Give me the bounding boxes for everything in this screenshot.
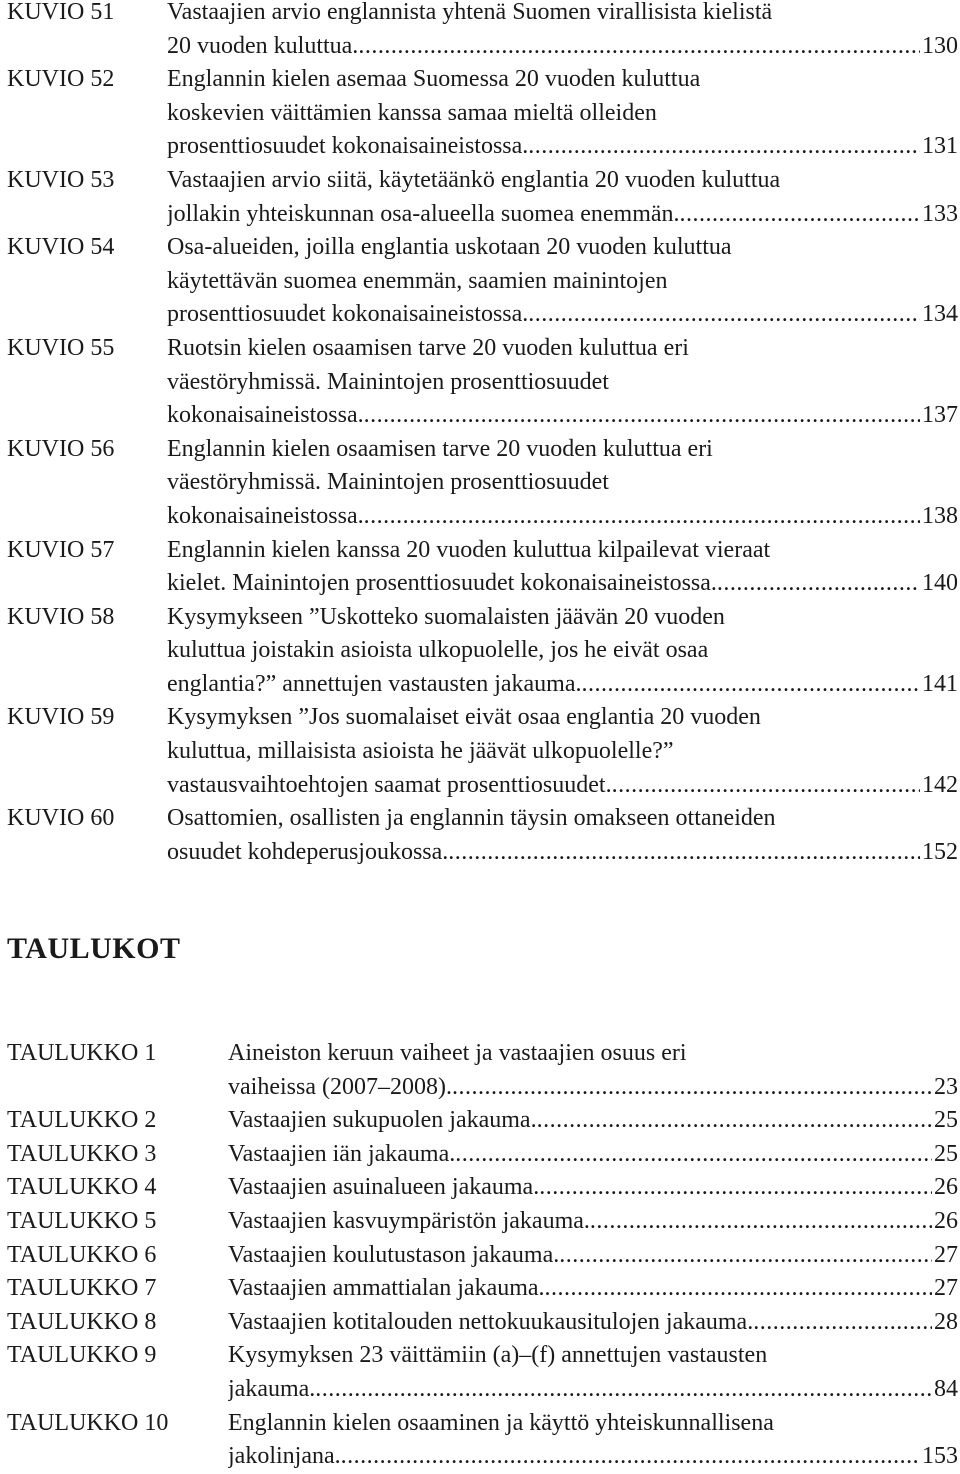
figure-entry-title-line: englantia?” annettujen vastausten jakauma.: [167, 670, 582, 697]
figure-entry-title-line: prosenttiosuudet kokonaisaineistossa.: [167, 133, 529, 160]
table-entry-page-number: 153: [922, 1443, 958, 1470]
figure-entry-title-line: Englannin kielen kanssa 20 vuoden kuluttua kilpailevat vieraat: [167, 536, 771, 563]
dot-leader: [452, 1071, 932, 1105]
figure-entry-title-line: Osattomien, osallisten ja englannin täysin omakseen ottaneiden: [167, 805, 776, 832]
table-entry-title: [228, 1205, 960, 1239]
table-entry-title-line: Kysymyksen 23 väittämiin (a)–(f) annettujen vastausten: [228, 1342, 768, 1369]
figure-entry-title-line: prosenttiosuudet kokonaisaineistossa.: [167, 301, 529, 328]
figure-entry-label: KUVIO 58: [7, 603, 115, 630]
table-entry-title: [228, 1171, 960, 1205]
dot-leader: [448, 836, 920, 870]
table-entry-label: TAULUKKO 2: [7, 1107, 157, 1134]
figure-entry-title-line: Kysymykseen ”Uskotteko suomalaisten jäävän 20 vuoden: [167, 603, 725, 630]
dot-leader: [717, 567, 920, 601]
table-entry-title: [228, 1104, 960, 1138]
table-entry-page-number: 28: [934, 1308, 958, 1335]
dot-leader: [528, 298, 920, 332]
figure-entry-page-number: 133: [922, 200, 958, 227]
table-entry[interactable]: [7, 1037, 960, 1104]
table-entry-page-number: 27: [934, 1241, 958, 1268]
figure-entry[interactable]: [7, 802, 960, 869]
figure-entry-title-line: koskevien väittämien kanssa samaa mieltä olleiden: [167, 99, 657, 126]
table-entry-label: TAULUKKO 4: [7, 1174, 157, 1201]
figure-entry-title-line: kuluttua joistakin asioista ulkopuolelle, jos he eivät osaa: [167, 637, 709, 664]
figure-entry-title: [167, 701, 960, 802]
figure-entry-title-line: Englannin kielen asemaa Suomessa 20 vuoden kuluttua: [167, 66, 701, 93]
table-entry-title-line: Vastaajien kasvuympäristön jakauma.: [228, 1207, 590, 1234]
table-entry-label: TAULUKKO 1: [7, 1040, 157, 1066]
figure-entry-page-number: 142: [922, 771, 958, 798]
figure-entry-label: KUVIO 53: [7, 166, 115, 193]
dot-leader: [545, 1272, 932, 1306]
figure-entry-title-line: kokonaisaineistossa.: [167, 402, 364, 429]
dot-leader: [612, 769, 920, 803]
table-entry-label: TAULUKKO 10: [7, 1409, 169, 1436]
figure-entry-title: [167, 534, 960, 601]
dot-leader: [582, 668, 921, 702]
dot-leader: [590, 1205, 932, 1239]
table-entry-title-line: Vastaajien iän jakauma.: [228, 1140, 456, 1167]
figure-entry-title-line: käytettävän suomea enemmän, saamien mainintojen: [167, 267, 668, 294]
table-entry-title-line: vaiheissa (2007–2008).: [228, 1073, 452, 1100]
figure-entry-title: [167, 231, 960, 332]
table-entry[interactable]: [7, 1205, 960, 1239]
dot-leader: [539, 1171, 932, 1205]
figure-entry-label: KUVIO 54: [7, 234, 115, 261]
table-entry-page-number: 23: [934, 1073, 958, 1100]
figure-entry-title: [167, 802, 960, 869]
table-entry-label: TAULUKKO 9: [7, 1342, 157, 1369]
figure-list: [7, 0, 960, 869]
figure-entry-title: [167, 63, 960, 164]
table-entry-label: TAULUKKO 5: [7, 1207, 157, 1234]
figure-entry-title-line: Kysymyksen ”Jos suomalaiset eivät osaa englantia 20 vuoden: [167, 704, 761, 731]
table-entry[interactable]: [7, 1239, 960, 1273]
table-entry-label: TAULUKKO 8: [7, 1308, 157, 1335]
figure-entry-title-line: väestöryhmissä. Mainintojen prosenttiosuudet: [167, 368, 609, 395]
figure-entry-title: [167, 601, 960, 702]
figure-entry-title-line: kuluttua, millaisista asioista he jäävät ulkopuolelle?”: [167, 738, 674, 765]
dot-leader: [680, 198, 920, 232]
table-entry-title: [228, 1239, 960, 1273]
figure-entry-label: KUVIO 51: [7, 0, 115, 25]
figure-entry-label: KUVIO 57: [7, 536, 115, 563]
dot-leader: [559, 1239, 932, 1273]
figure-entry[interactable]: [7, 332, 960, 433]
dot-leader: [528, 130, 920, 164]
dot-leader: [315, 1373, 932, 1407]
figure-entry-title: [167, 0, 960, 63]
figure-entry-page-number: 134: [922, 301, 958, 328]
table-entry-page-number: 25: [934, 1140, 958, 1167]
table-entry-title: [228, 1272, 960, 1306]
dot-leader: [455, 1138, 932, 1172]
table-entry-page-number: 26: [934, 1174, 958, 1201]
figure-entry-title-line: väestöryhmissä. Mainintojen prosenttiosuudet: [167, 469, 609, 496]
table-entry-title: [228, 1138, 960, 1172]
table-entry[interactable]: [7, 1171, 960, 1205]
figure-entry-page-number: 138: [922, 502, 958, 529]
table-entry-title-line: Vastaajien sukupuolen jakauma.: [228, 1107, 537, 1134]
table-entry-title-line: jakauma.: [228, 1375, 316, 1402]
figure-entry-label: KUVIO 59: [7, 704, 115, 731]
figure-entry-title-line: 20 vuoden kuluttua.: [167, 32, 359, 59]
dot-leader: [753, 1306, 932, 1340]
figure-entry-title-line: Vastaajien arvio englannista yhtenä Suomen virallisista kielistä: [167, 0, 773, 25]
figure-entry-title-line: jollakin yhteiskunnan osa-alueella suomea enemmän.: [167, 200, 680, 227]
figure-entry-title-line: kielet. Mainintojen prosenttiosuudet kokonaisaineistossa.: [167, 570, 717, 597]
table-entry-title-line: jakolinjana.: [228, 1443, 341, 1470]
dot-leader: [364, 399, 920, 433]
figure-entry-title-line: osuudet kohdeperusjoukossa.: [167, 838, 449, 865]
figure-entry-label: KUVIO 56: [7, 435, 115, 462]
figure-entry[interactable]: [7, 63, 960, 164]
table-entry[interactable]: [7, 1272, 960, 1306]
table-entry-page-number: 84: [934, 1375, 958, 1402]
table-entry[interactable]: [7, 1104, 960, 1138]
table-entry-title: [228, 1306, 960, 1340]
dot-leader: [364, 500, 920, 534]
figure-entry[interactable]: [7, 534, 960, 601]
figure-entry[interactable]: [7, 701, 960, 802]
figure-entry-title-line: Osa-alueiden, joilla englantia uskotaan 20 vuoden kuluttua: [167, 234, 732, 261]
table-entry-title-line: Englannin kielen osaaminen ja käyttö yhteiskunnallisena: [228, 1409, 774, 1436]
table-entry-title-line: Vastaajien koulutustason jakauma.: [228, 1241, 560, 1268]
table-entry-label: TAULUKKO 3: [7, 1140, 157, 1167]
table-entry-page-number: 26: [934, 1207, 958, 1234]
table-entry-title-line: Vastaajien ammattialan jakauma.: [228, 1275, 545, 1302]
figure-entry[interactable]: [7, 601, 960, 702]
figure-entry-title: [167, 332, 960, 433]
table-entry[interactable]: [7, 1407, 960, 1474]
figure-entry-page-number: 130: [922, 32, 958, 59]
figure-entry[interactable]: [7, 433, 960, 534]
table-entry-title-line: Vastaajien kotitalouden nettokuukausitulojen jakauma.: [228, 1308, 754, 1335]
figure-entry[interactable]: [7, 0, 960, 63]
table-entry[interactable]: [7, 1339, 960, 1406]
table-entry-title: [228, 1037, 960, 1104]
table-entry-page-number: 27: [934, 1275, 958, 1302]
dot-leader: [537, 1104, 932, 1138]
table-list: [7, 1037, 960, 1474]
figure-entry-page-number: 131: [922, 133, 958, 160]
figure-entry-title-line: vastausvaihtoehtojen saamat prosenttiosuudet.: [167, 771, 612, 798]
figure-entry-title-line: Ruotsin kielen osaamisen tarve 20 vuoden kuluttua eri: [167, 334, 689, 361]
figure-entry-title: [167, 433, 960, 534]
table-entry-title: [228, 1339, 960, 1406]
table-entry-title-line: Aineiston keruun vaiheet ja vastaajien osuus eri: [228, 1040, 687, 1066]
figure-entry-label: KUVIO 60: [7, 805, 115, 832]
tables-heading: TAULUKOT: [7, 932, 181, 965]
figure-entry-title: [167, 164, 960, 231]
table-entry[interactable]: [7, 1138, 960, 1172]
figure-entry-page-number: 141: [922, 670, 958, 697]
table-entry-title-line: Vastaajien asuinalueen jakauma.: [228, 1174, 540, 1201]
table-entry-title: [228, 1407, 960, 1474]
dot-leader: [358, 30, 920, 64]
table-entry-label: TAULUKKO 6: [7, 1241, 157, 1268]
figure-entry-title-line: Vastaajien arvio siitä, käytetäänkö englantia 20 vuoden kuluttua: [167, 166, 781, 193]
figure-entry-label: KUVIO 55: [7, 334, 115, 361]
figure-entry-title-line: kokonaisaineistossa.: [167, 502, 364, 529]
figure-entry-page-number: 137: [922, 402, 958, 429]
table-entry-page-number: 25: [934, 1107, 958, 1134]
table-entry-label: TAULUKKO 7: [7, 1275, 157, 1302]
table-entry[interactable]: [7, 1306, 960, 1340]
figure-entry-title-line: Englannin kielen osaamisen tarve 20 vuoden kuluttua eri: [167, 435, 713, 462]
figure-entry[interactable]: [7, 231, 960, 332]
figure-entry-label: KUVIO 52: [7, 66, 115, 93]
dot-leader: [341, 1440, 920, 1474]
figure-entry[interactable]: [7, 164, 960, 231]
figure-entry-page-number: 140: [922, 570, 958, 597]
figure-entry-page-number: 152: [922, 838, 958, 865]
